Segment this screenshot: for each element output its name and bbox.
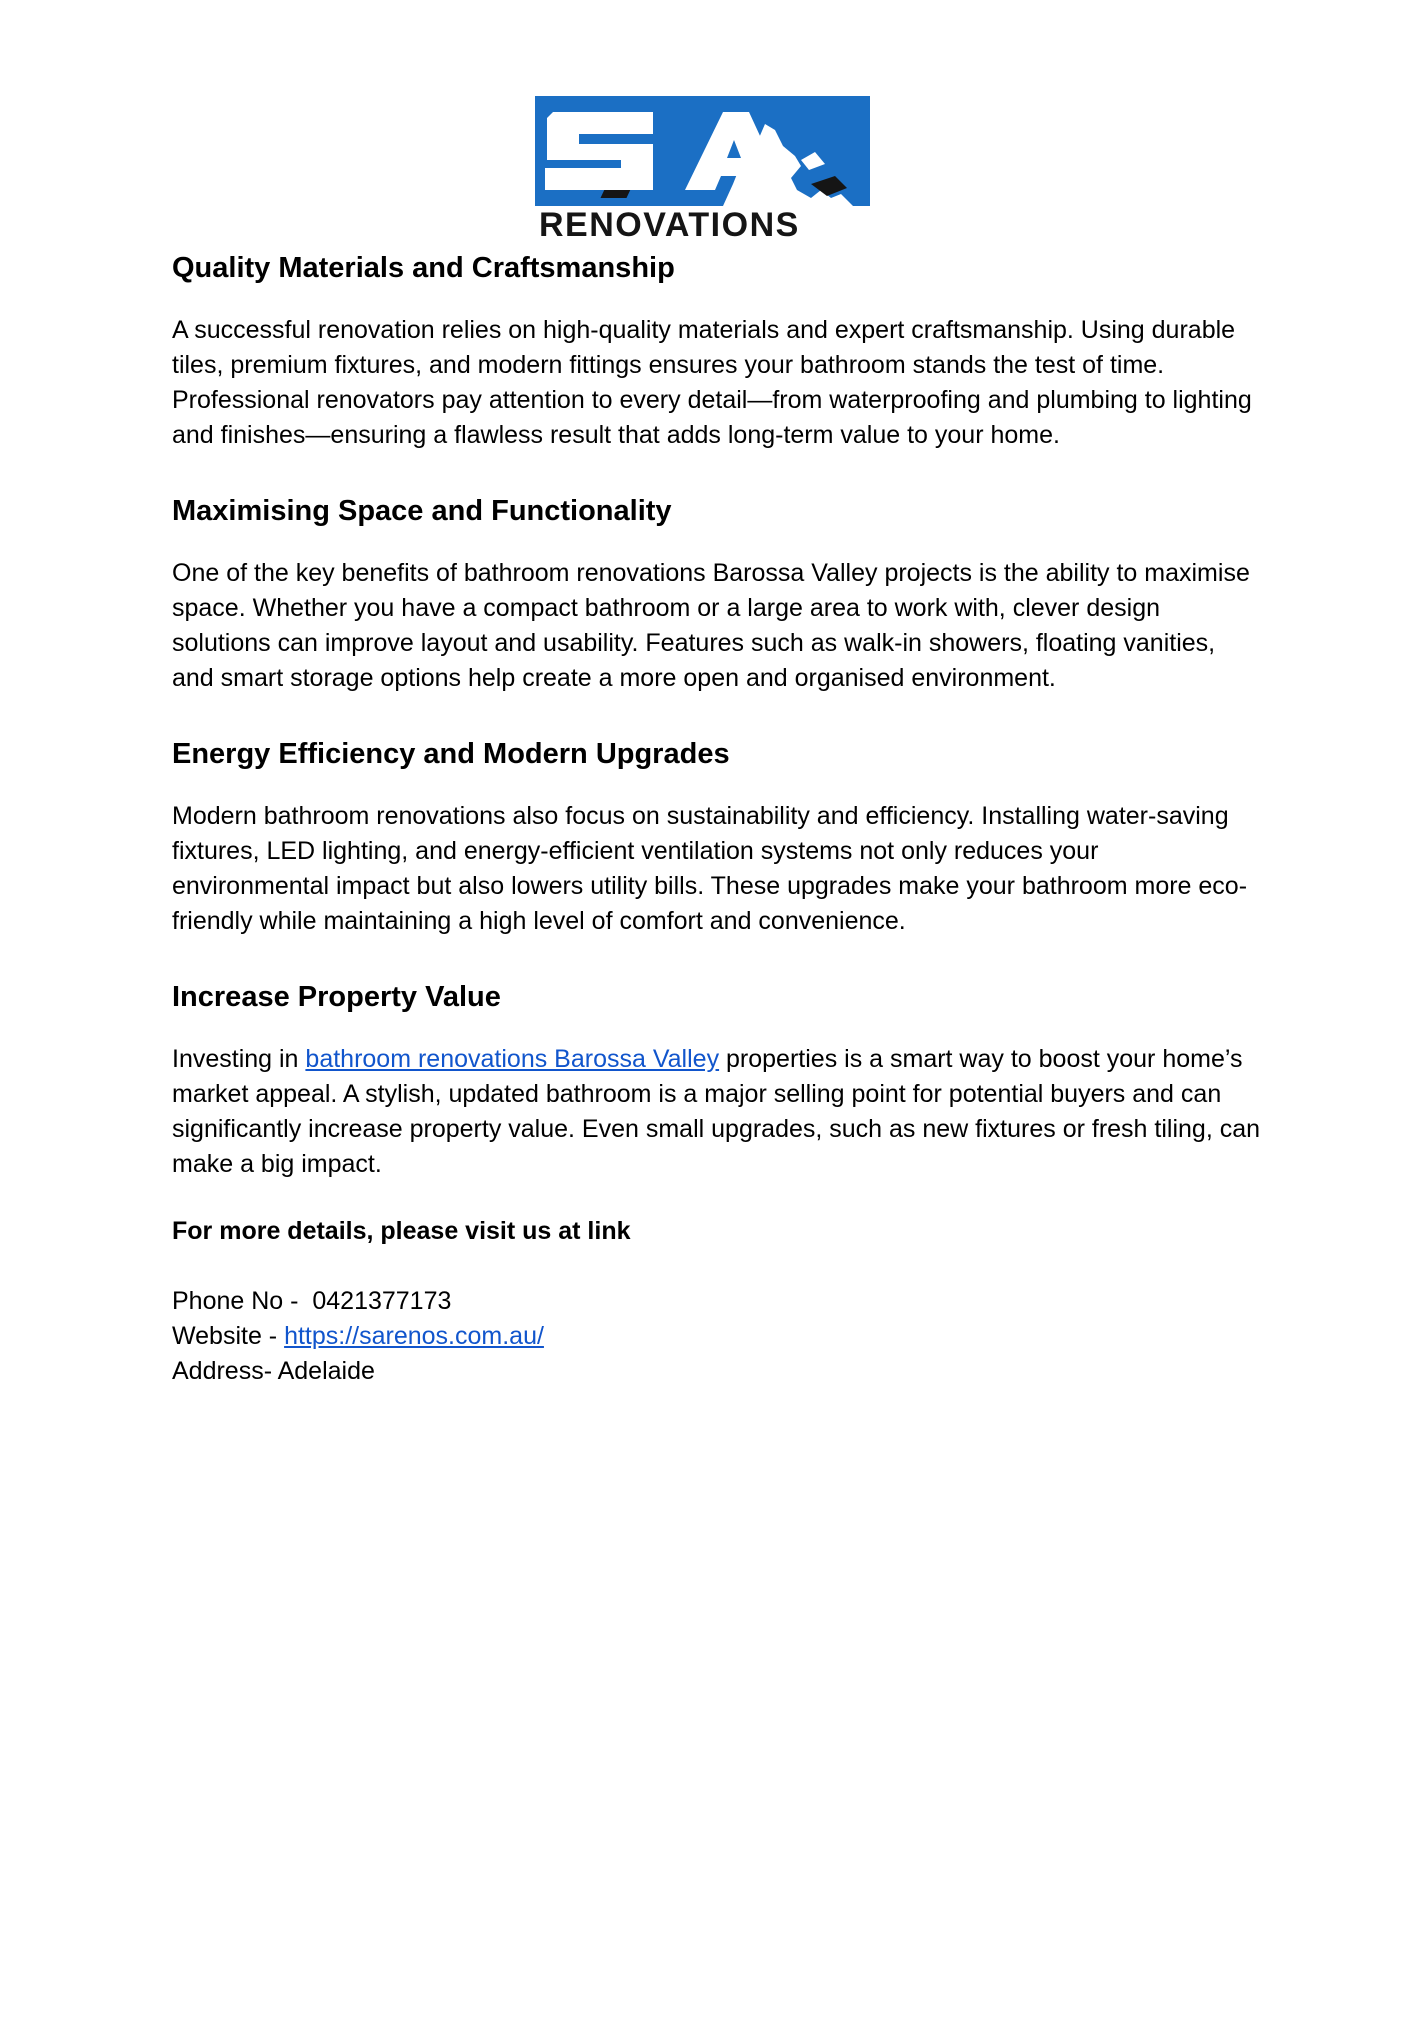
sa-renovations-logo (535, 94, 870, 242)
address-line: Address- Adelaide (172, 1357, 375, 1385)
phone-label: Phone No - (172, 1287, 313, 1315)
paragraph-text: Investing in (172, 1045, 306, 1073)
paragraph-text: properties is a smart way to boost your home’s market appeal. A stylish, updated bathroom is a major selling point for potential buyers and can significantly increase property value. Even small upgrades, such as new fixtures or fresh tiling, can make a big impact. (172, 1045, 1261, 1178)
section-paragraph: One of the key benefits of bathroom renovations Barossa Valley projects is the ability to maximise space. Whether you have a compact bathroom or a large area to work with, clever design solutions can improve layout and usability. Features such as walk-in showers, floating vanities, and smart storage options help create a more open and organised environment. (172, 559, 1250, 692)
section-heading: Quality Materials and Craftsmanship (172, 252, 675, 284)
website-link[interactable]: https://sarenos.com.au/ (284, 1322, 544, 1350)
document-body (172, 248, 1262, 1389)
phone-number: 0421377173 (312, 1287, 452, 1315)
section-maximising-space (172, 491, 1262, 696)
logo-subtitle: RENOVATIONS (539, 206, 800, 242)
section-quality-materials (172, 248, 1262, 453)
section-heading: Maximising Space and Functionality (172, 495, 672, 527)
section-paragraph: Modern bathroom renovations also focus on sustainability and efficiency. Installing water-saving fixtures, LED lighting, and energy-efficient ventilation systems not only reduces your environmental impact but also lowers utility bills. These upgrades make your bathroom more eco-friendly while maintaining a high level of comfort and convenience. (172, 802, 1248, 935)
website-label: Website - (172, 1322, 285, 1350)
contact-block (172, 1284, 1262, 1389)
section-paragraph: A successful renovation relies on high-quality materials and expert craftsmanship. Using durable tiles, premium fixtures, and modern fittings ensures your bathroom stands the test of time. Professional renovators pay attention to every detail—from waterproofing and plumbing to lighting and finishes—ensuring a flawless result that adds long-term value to your home. (172, 316, 1252, 449)
section-heading: Energy Efficiency and Modern Upgrades (172, 738, 730, 770)
website-line (172, 1319, 1262, 1354)
call-to-action: For more details, please visit us at link (172, 1217, 631, 1245)
section-property-value (172, 977, 1262, 1182)
section-energy-efficiency (172, 734, 1262, 939)
section-paragraph (172, 1042, 1262, 1182)
barossa-valley-link[interactable]: bathroom renovations Barossa Valley (305, 1045, 720, 1073)
phone-line (172, 1284, 1262, 1319)
section-heading: Increase Property Value (172, 981, 501, 1013)
